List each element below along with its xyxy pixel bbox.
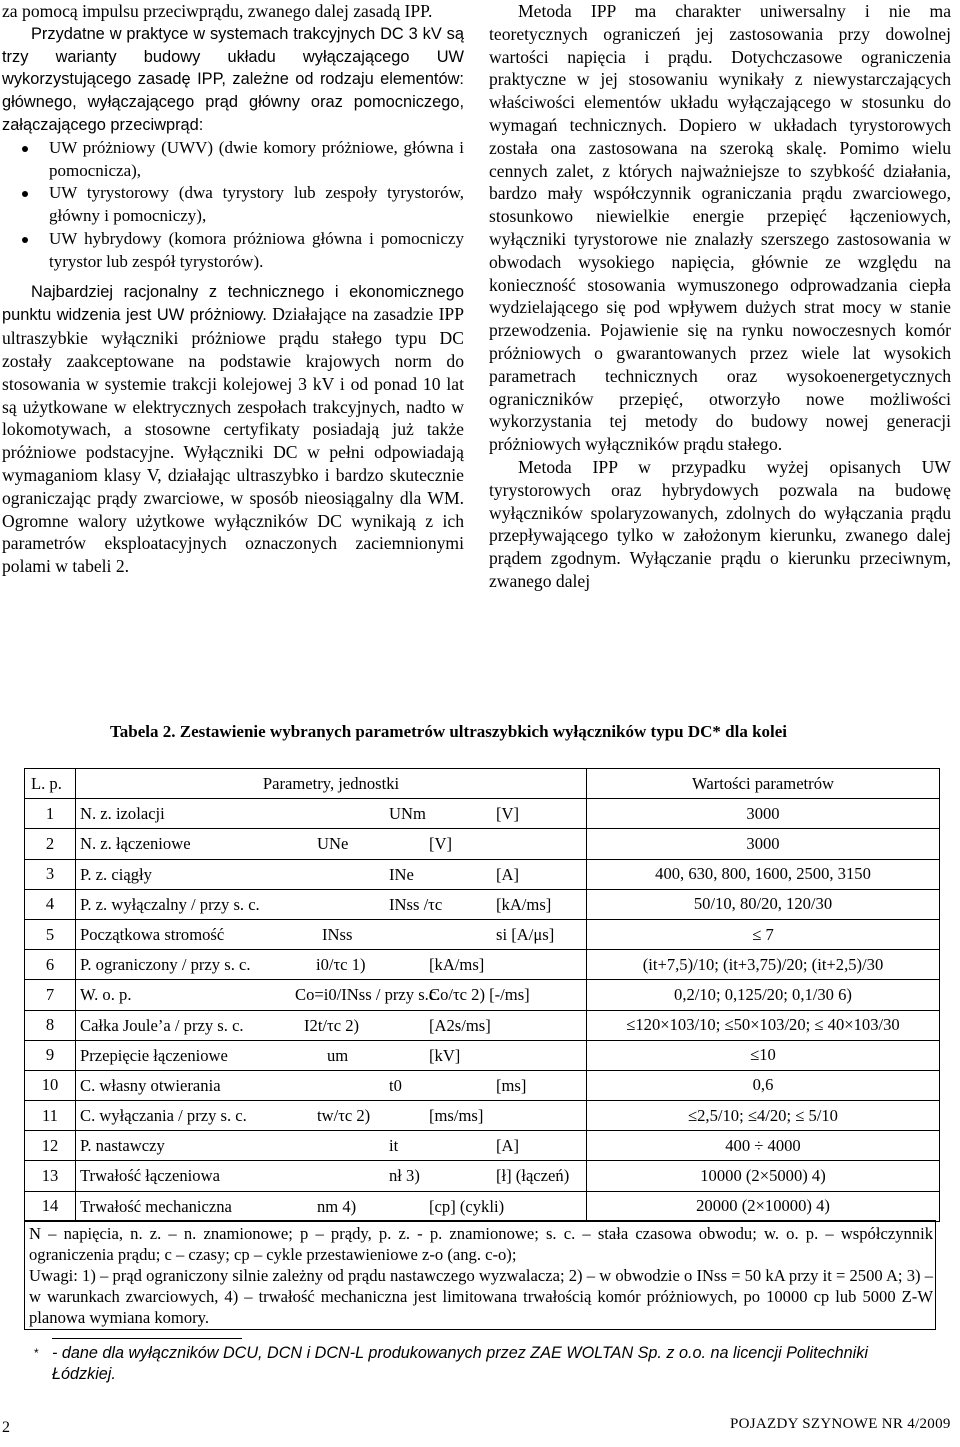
- table-row: [25, 1191, 940, 1221]
- row-number: 2: [25, 829, 76, 859]
- row-number: 1: [25, 799, 76, 829]
- table-row: [25, 799, 940, 829]
- parameter-name: P. z. wyłączalny / przy s. c.: [80, 894, 260, 914]
- parameter-symbol: INe: [389, 864, 414, 884]
- parameter-name: Przepięcie łączeniowe: [80, 1045, 228, 1065]
- table-body: [25, 799, 940, 1222]
- right-column: [489, 0, 951, 593]
- parameter-name: Całka Joule’a / przy s. c.: [80, 1015, 244, 1035]
- parameter-value: 400 ÷ 4000: [587, 1131, 940, 1161]
- footnote-rule: [52, 1338, 242, 1339]
- paragraph-variants: Przydatne w praktyce w systemach trakcyjnych DC 3 kV są trzy warianty budowy układu wyłączającego UW wykorzystującego zasadę IPP, zależne od rodzaju elementów: głównego, wyłączającego prąd główny oraz pomocniczego, załączającego przeciwprąd:: [2, 24, 464, 134]
- parameter-symbol: UNm: [389, 804, 426, 824]
- parameter-value: 0,6: [587, 1070, 940, 1100]
- table-header-row: [25, 769, 940, 799]
- parameter-symbol: it: [389, 1136, 399, 1156]
- row-parameter: [76, 980, 587, 1010]
- parameter-name: P. ograniczony / przy s. c.: [80, 955, 251, 975]
- parameters-table: [24, 768, 940, 1222]
- table-row: [25, 1040, 940, 1070]
- row-parameter: [76, 1161, 587, 1191]
- table-row: [25, 1070, 940, 1100]
- parameter-name: Trwałość mechaniczna: [80, 1196, 232, 1216]
- bullet-icon: [22, 237, 28, 243]
- parameter-unit: [ms]: [496, 1075, 527, 1095]
- parameter-name: C. własny otwierania: [80, 1075, 221, 1095]
- left-column: [2, 0, 464, 578]
- row-parameter: [76, 799, 587, 829]
- row-parameter: [76, 1191, 587, 1221]
- parameter-value: ≤10: [587, 1040, 940, 1070]
- parameter-symbol: tw/τc 2): [317, 1106, 371, 1126]
- table-row: [25, 1131, 940, 1161]
- variants-list: [2, 137, 464, 274]
- parameter-value: ≤2,5/10; ≤4/20; ≤ 5/10: [587, 1101, 940, 1131]
- row-number: 7: [25, 980, 76, 1010]
- table-row: [25, 1161, 940, 1191]
- parameter-value: 10000 (2×5000) 4): [587, 1161, 940, 1191]
- footnote-mark: *: [34, 1346, 39, 1360]
- table-row: [25, 1101, 940, 1131]
- table-caption: Tabela 2. Zestawienie wybranych parametrów ultraszybkich wyłączników typu DC* dla kolei: [110, 722, 788, 741]
- list-item: UW hybrydowy (komora próżniowa główna i pomocniczy tyrystor lub zespół tyrystorów).: [2, 228, 464, 274]
- row-parameter: [76, 829, 587, 859]
- notes-abbreviations: N – napięcia, n. z. – n. znamionowe; p – prądy, p. z. - p. znamionowe; s. c. – stała czasowa obwodu; w. o. p. – współczynnik ograniczenia prądu; c – czasy; cp – cykle przestawieniowe z-o (ang. c-o);: [29, 1224, 933, 1264]
- parameter-unit: [kV]: [429, 1045, 461, 1065]
- parameter-symbol: UNe: [317, 834, 349, 854]
- parameter-name: W. o. p.: [80, 985, 132, 1005]
- header-lp: L. p.: [25, 769, 76, 799]
- parameter-unit: Co/τc 2) [-/ms]: [429, 985, 530, 1005]
- parameter-symbol: t0: [389, 1075, 402, 1095]
- table-row: [25, 980, 940, 1010]
- parameter-name: Trwałość łączeniowa: [80, 1166, 220, 1186]
- row-number: 12: [25, 1131, 76, 1161]
- bullet-icon: [22, 191, 28, 197]
- parameter-symbol: i0/τc 1): [316, 955, 366, 975]
- table-row: [25, 829, 940, 859]
- parameter-unit: [A]: [496, 1136, 520, 1156]
- parameter-unit: [kA/ms]: [496, 894, 552, 914]
- row-parameter: [76, 889, 587, 919]
- parameter-unit: [cp] (cykli): [429, 1196, 505, 1216]
- table-row: [25, 919, 940, 949]
- row-number: 14: [25, 1191, 76, 1221]
- row-parameter: [76, 1040, 587, 1070]
- parameter-symbol: I2t/τc 2): [304, 1015, 360, 1035]
- row-number: 5: [25, 919, 76, 949]
- bullet-icon: [22, 146, 28, 152]
- parameter-value: ≤ 7: [587, 919, 940, 949]
- row-number: 4: [25, 889, 76, 919]
- paragraph-ipp-method: Metoda IPP ma charakter uniwersalny i nie ma teoretycznych ograniczeń jej zastosowania przy dowolnej wartości napięcia i prądu. Dotychczasowe ograniczenia praktyczne w jej stosowaniu wynikały z niewystarczających właściwości elementów układu wyłączającego w stosunku do wymagań technicznych. Dopiero w układach tyrystorowych została ona zastosowana na szeroką skalę. Pomimo wielu cennych zalet, z których najważniejsze to szybkość działania, bardzo mały współczynnik ograniczania prądu zwarciowego, stosunkowo niewielkie energie przepięć łączeniowych, wyłączniki tyrystorowe nie znalazły szerszego zastosowania w obwodach wysokiego napięcia, głównie ze względu na konieczność stosowania wymuszonego odprowadzania ciepła wydzielającego się pod wpływem dużych strat mocy w stanie przewodzenia. Pojawienie się na rynku nowoczesnych komór próżniowych o gwarantowanych przez wiele lat wysokich parametrach technicznych oraz wysokoenergetycznych ograniczników przepięć, otworzyło nowe możliwości wykorzystania tej metody do budowy nowej generacji próżniowych wyłączników prądu stałego.: [489, 1, 951, 455]
- row-number: 9: [25, 1040, 76, 1070]
- paragraph-vacuum: Najbardziej racjonalny z technicznego i ekonomicznego punktu widzenia jest UW próżniowy. Działające na zasadzie IPP ultraszybkie wyłączniki próżniowe prądu stałego typu DC zostały zaakceptowane na podstawie krajowych norm do stosowania w systemie trakcji kolejowej 3 kV i od ponad 10 lat są użytkowane w elektrycznych zespołach trakcyjnych, nadto w lokomotywach, a stosowne certyfikaty posiadają już także próżniowe podstacyjne. Wyłączniki DC w pełni odpowiadają wymaganiom klasy V, działając ultraszybko i bardzo skutecznie ograniczając prądy zwarciowe, w sposób nieosiągalny dla WM. Ogromne walory użytkowe wyłączników DC wynikają z ich parametrów eksploatacyjnych oznaczonych zaciemnionymi polami w tabeli 2.: [2, 282, 464, 577]
- parameter-name: C. wyłączania / przy s. c.: [80, 1106, 247, 1126]
- parameter-value: 3000: [587, 799, 940, 829]
- parameter-symbol: nm 4): [317, 1196, 357, 1216]
- parameter-symbol: Co=i0/INss / przy s.c.: [295, 985, 441, 1005]
- parameter-value: 3000: [587, 829, 940, 859]
- parameter-unit: [kA/ms]: [429, 955, 485, 975]
- parameter-unit: [ms/ms]: [429, 1106, 484, 1126]
- parameter-unit: [ł] (łączeń): [496, 1166, 570, 1186]
- row-number: 3: [25, 859, 76, 889]
- parameter-value: 20000 (2×10000) 4): [587, 1191, 940, 1221]
- parameter-unit: [A2s/ms]: [429, 1015, 491, 1035]
- parameter-value: 0,2/10; 0,125/20; 0,1/30 6): [587, 980, 940, 1010]
- parameter-name: N. z. izolacji: [80, 804, 165, 824]
- row-number: 13: [25, 1161, 76, 1191]
- parameter-symbol: INss: [322, 924, 353, 944]
- row-parameter: [76, 950, 587, 980]
- list-item: UW tyrystorowy (dwa tyrystory lub zespoły tyrystorów, główny i pomocniczy),: [2, 182, 464, 228]
- parameter-value: 400, 630, 800, 1600, 2500, 3150: [587, 859, 940, 889]
- row-parameter: [76, 1070, 587, 1100]
- parameter-value: 50/10, 80/20, 120/30: [587, 889, 940, 919]
- header-values: Wartości parametrów: [587, 769, 940, 799]
- table-row: [25, 1010, 940, 1040]
- row-parameter: [76, 1131, 587, 1161]
- parameter-name: P. nastawczy: [80, 1136, 165, 1156]
- parameter-unit: si [A/μs]: [496, 924, 555, 944]
- notes-remarks: Uwagi: 1) – prąd ograniczony silnie zależny od prądu nastawczego wyzwalacza; 2) – w obwodzie o INss = 50 kA przy it = 2500 A; 3) – w warunkach zwarciowych, 4) – trwałość mechaniczna jest limitowana trwałością komór próżniowych, po 10000 cp lub 5000 Z-W planowa wymiana komory.: [29, 1266, 933, 1327]
- parameter-value: ≤120×103/10; ≤50×103/20; ≤ 40×103/30: [587, 1010, 940, 1040]
- row-number: 10: [25, 1070, 76, 1100]
- table-row: [25, 859, 940, 889]
- header-parameters: Parametry, jednostki: [76, 769, 587, 799]
- parameter-symbol: um: [327, 1045, 349, 1065]
- row-parameter: [76, 859, 587, 889]
- row-parameter: [76, 1010, 587, 1040]
- table-row: [25, 950, 940, 980]
- row-parameter: [76, 919, 587, 949]
- parameter-name: Początkowa stromość: [80, 924, 225, 944]
- parameter-name: N. z. łączeniowe: [80, 834, 191, 854]
- journal-footer: POJAZDY SZYNOWE NR 4/2009: [730, 1416, 951, 1432]
- table-row: [25, 889, 940, 919]
- page-number: 2: [2, 1419, 10, 1436]
- parameter-unit: [A]: [496, 864, 520, 884]
- row-parameter: [76, 1101, 587, 1131]
- row-number: 8: [25, 1010, 76, 1040]
- footnote: * - dane dla wyłączników DCU, DCN i DCN-L produkowanych przez ZAE WOLTAN Sp. z o.o. na licencji Politechniki Łódzkiej.: [34, 1344, 868, 1383]
- intro-paragraph: za pomocą impulsu przeciwprądu, zwanego dalej zasadą IPP.: [2, 1, 433, 21]
- paragraph-polarized: Metoda IPP w przypadku wyżej opisanych UW tyrystorowych oraz hybrydowych pozwala na budowę wyłączników spolaryzowanych, zdolnych do wyłączania prądu przepływającego tylko w założonym kierunku, zwanego dalej prądem zgodnym. Wyłączanie prądu o kierunku przeciwnym, zwanego dalej: [489, 456, 951, 591]
- parameter-name: P. z. ciągły: [80, 864, 152, 884]
- row-number: 6: [25, 950, 76, 980]
- parameter-symbol: INss /τc: [389, 894, 443, 914]
- parameter-symbol: nł 3): [389, 1166, 420, 1186]
- parameter-unit: [V]: [429, 834, 453, 854]
- parameter-value: (it+7,5)/10; (it+3,75)/20; (it+2,5)/30: [587, 950, 940, 980]
- row-number: 11: [25, 1101, 76, 1131]
- table-notes: [24, 1220, 936, 1330]
- parameter-unit: [V]: [496, 804, 520, 824]
- list-item: UW próżniowy (UWV) (dwie komory próżniowe, główna i pomocnicza),: [2, 137, 464, 183]
